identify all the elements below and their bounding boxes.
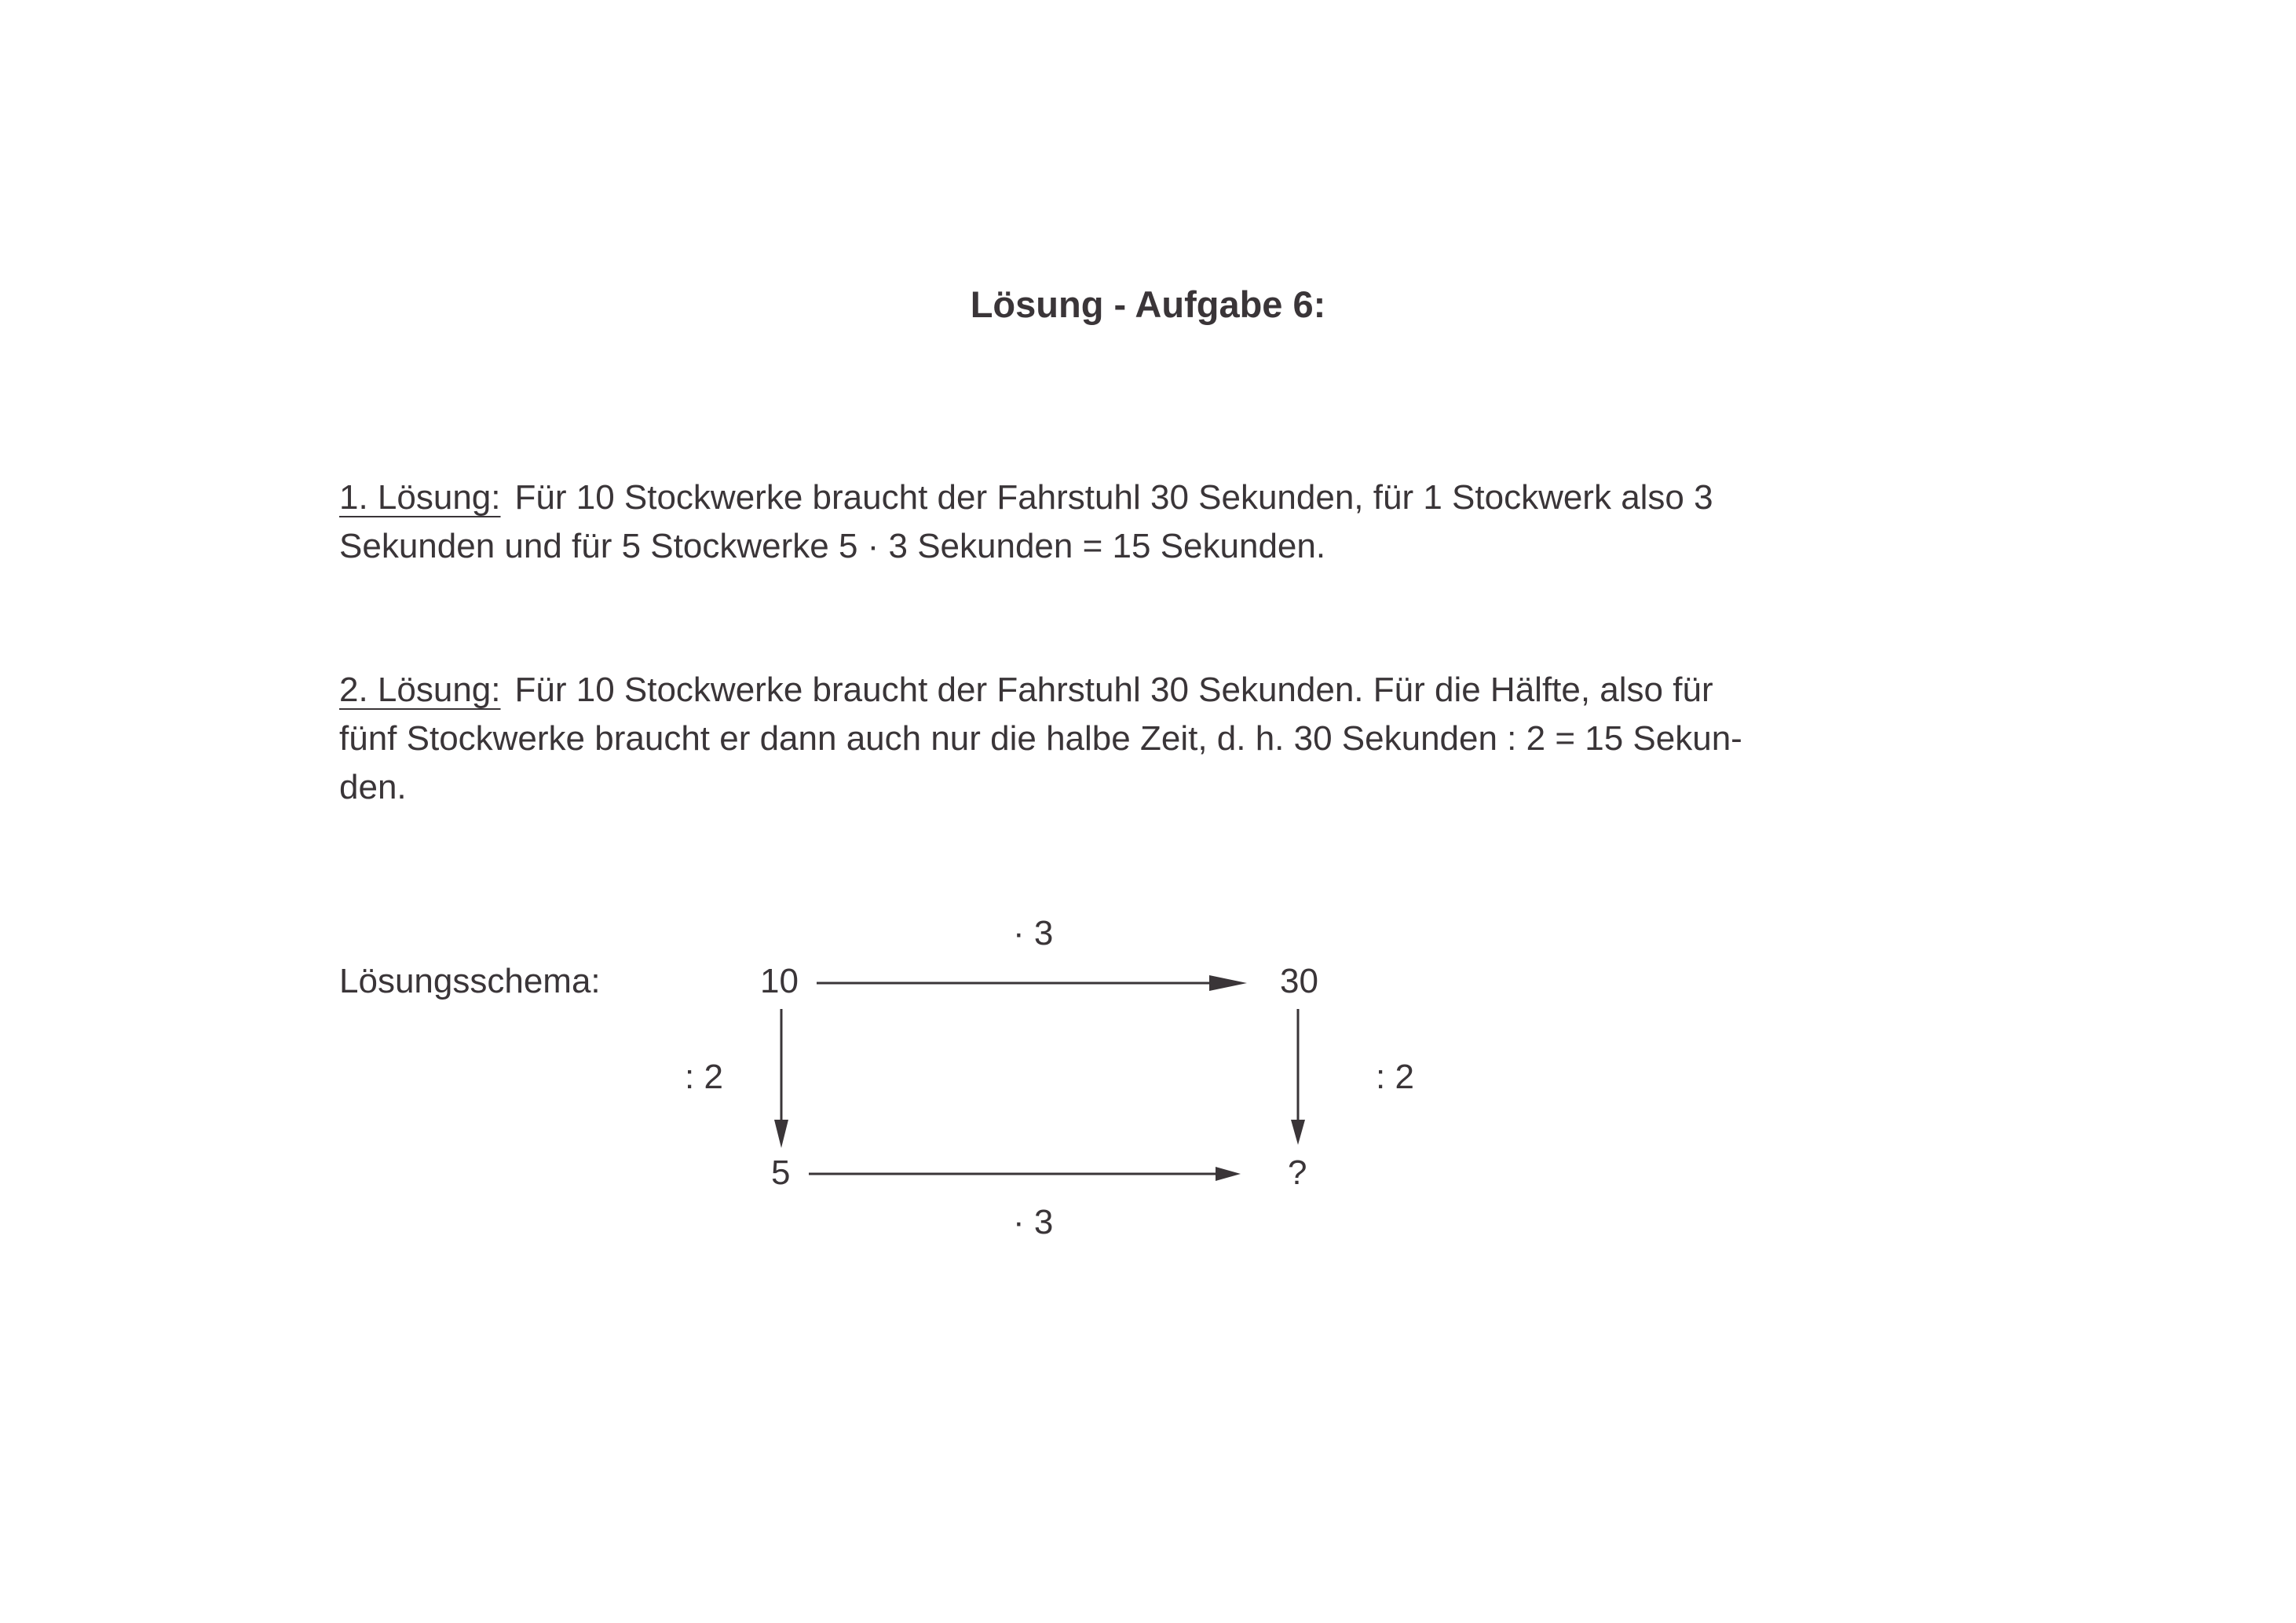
page-title: Lösung - Aufgabe 6: — [970, 283, 1326, 325]
arrowhead-right — [1291, 1120, 1305, 1145]
schema-operation-right: : 2 — [1376, 1058, 1414, 1096]
arrowhead-bottom — [1216, 1167, 1241, 1181]
arrowhead-top — [1209, 975, 1247, 991]
arrowhead-left — [774, 1120, 788, 1148]
solution-2-text-2: fünf Stockwerke braucht er dann auch nur die halbe Zeit, d. h. 30 Sekunden : 2 = 15 Sekun- — [339, 719, 1742, 758]
schema-node-bottom-left: 5 — [771, 1153, 791, 1192]
schema-node-bottom-right: ? — [1288, 1153, 1307, 1192]
solution-2-label: 2. Lösung: — [339, 671, 501, 709]
schema-operation-left: : 2 — [685, 1058, 723, 1096]
schema-node-top-left: 10 — [760, 962, 799, 1000]
schema-operation-top: · 3 — [1013, 914, 1054, 952]
schema-node-top-right: 30 — [1280, 962, 1318, 1000]
schema-operation-bottom: · 3 — [1013, 1203, 1054, 1241]
solution-1-text-1: Für 10 Stockwerke braucht der Fahrstuhl 30 Sekunden, für 1 Stockwerk also 3 — [514, 478, 1713, 517]
solution-2-text-3: den. — [339, 768, 407, 806]
solution-2-text-1: Für 10 Stockwerke braucht der Fahrstuhl 30 Sekunden. Für die Hälfte, also für — [514, 671, 1713, 709]
solution-1-label: 1. Lösung: — [339, 478, 501, 517]
schema-label: Lösungsschema: — [339, 962, 601, 1000]
solution-1-text-2: Sekunden und für 5 Stockwerke 5 · 3 Sekunden = 15 Sekunden. — [339, 527, 1326, 565]
